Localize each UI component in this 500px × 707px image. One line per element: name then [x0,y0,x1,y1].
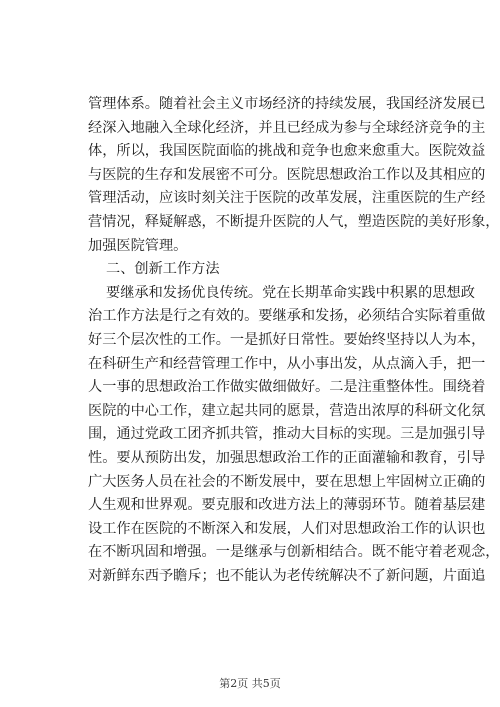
text-line: 性。要从预防出发，加强思想政治工作的正面灌输和教育，引导 [88,449,486,466]
text-line: 加强医院管理。 [88,237,188,254]
page-footer: 第2页 共5页 [219,677,281,690]
text-line: 治工作方法是行之有效的。要继承和发扬，必须结合实际着重做 [88,308,486,325]
section-heading: 二、创新工作方法 [106,261,220,278]
text-line: 体，所以，我国医院面临的挑战和竞争也愈来愈重大。医院效益 [88,143,486,160]
text-line: 广大医务人员在社会的不断发展中，要在思想上牢固树立正确的 [88,473,486,490]
text-line: 管理活动，应该时刻关注于医院的改革发展，注重医院的生产经 [88,190,486,207]
text-line: 好三个层次性的工作。一是抓好日常性。要始终坚持以人为本， [88,331,486,348]
text-line: 人生观和世界观。要克服和改进方法上的薄弱环节。随着基层建 [88,497,486,514]
text-line: 经深入地融入全球化经济，并且已经成为参与全球经济竞争的主 [88,119,486,136]
text-line: 营情况，释疑解惑，不断提升医院的人气，塑造医院的美好形象， [88,213,500,230]
document-body [88,93,500,588]
text-line: 管理体系。随着社会主义市场经济的持续发展，我国经济发展已 [88,96,486,112]
text-line: 围，通过党政工团齐抓共管，推动大目标的实现。三是加强引导 [88,426,486,443]
text-line: 医院的中心工作，建立起共同的愿景，营造出浓厚的科研文化氛 [88,402,486,419]
text-line: 在不断巩固和增强。一是继承与创新相结合。既不能守着老观念， [88,544,500,561]
text-line: 要继承和发扬优良传统。党在长期革命实践中积累的思想政 [106,284,475,301]
text-line: 设工作在医院的不断深入和发展，人们对思想政治工作的认识也 [88,520,486,537]
text-line: 对新鲜东西予瞻斥；也不能认为老传统解决不了新问题，片面追 [88,567,486,584]
text-line: 人一事的思想政治工作做实做细做好。二是注重整体性。围绕着 [88,379,486,396]
text-line: 与医院的生存和发展密不可分。医院思想政治工作以及其相应的 [88,166,486,183]
text-line: 在科研生产和经营管理工作中，从小事出发，从点滴入手，把一 [88,355,486,372]
